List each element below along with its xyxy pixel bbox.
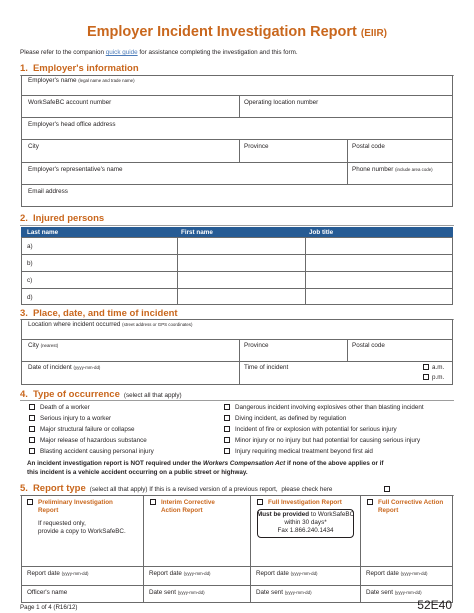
preliminary-note: If requested only, xyxy=(38,520,86,527)
incident-postal-label: Postal code xyxy=(352,342,385,349)
full-notice-line-2: within 30 days* xyxy=(284,519,327,526)
section-4-number: 4. xyxy=(20,389,28,400)
section-5-note-bold: please check here xyxy=(281,486,333,493)
section-5-number: 5. xyxy=(20,483,28,494)
incident-location-hint: (street address or GPS coordinates) xyxy=(122,322,193,327)
divider xyxy=(21,566,453,567)
incident-province-field[interactable] xyxy=(244,342,269,349)
incident-date-label: Date of incident xyxy=(28,364,72,371)
intro-text xyxy=(20,49,298,56)
divider xyxy=(21,117,453,118)
column-last-name: Last name xyxy=(27,228,59,236)
incident-postal-field[interactable] xyxy=(352,342,385,349)
row-label-a: a) xyxy=(27,243,33,250)
full-notice-part: to WorkSafeBC xyxy=(310,511,355,518)
occurrence-note-line-2: this incident is a vehicle accident occurring on a public street or highway. xyxy=(27,469,248,476)
date-sent-label: Date sent xyxy=(256,589,283,596)
date-hint: (yyyy-mm-dd) xyxy=(61,571,89,576)
incident-time-label: Time of incident xyxy=(244,364,289,371)
full-notice-line-1 xyxy=(257,511,354,518)
page-footer xyxy=(20,604,77,611)
date-hint: (yyyy-mm-dd) xyxy=(177,590,205,595)
date-sent-label: Date sent xyxy=(149,589,176,596)
head-office-label: Employer's head office address xyxy=(28,121,116,128)
checkbox-blasting-accident[interactable] xyxy=(29,448,35,454)
checkbox-serious-injury[interactable] xyxy=(29,415,35,421)
full-corrective-checkbox[interactable] xyxy=(367,499,373,505)
section-5-title: Report type xyxy=(32,483,86,494)
report-date-field-3[interactable] xyxy=(256,570,318,577)
operating-location-label: Operating location number xyxy=(244,99,319,106)
note-act: Workers Compensation Act xyxy=(202,460,286,467)
phone-number-field[interactable] xyxy=(352,166,433,173)
interim-report-title-2: Action Report xyxy=(161,507,203,514)
occurrence-label: Major structural failure or collapse xyxy=(40,426,135,433)
employer-name-hint: (legal name and trade name) xyxy=(78,78,135,83)
table-row[interactable] xyxy=(27,260,33,267)
full-notice-bold: Must be provided xyxy=(257,511,310,518)
divider xyxy=(21,361,453,362)
column-first-name: First name xyxy=(181,228,213,236)
pm-label: p.m. xyxy=(432,374,445,381)
date-sent-field-3[interactable] xyxy=(366,589,422,596)
employer-province-label: Province xyxy=(244,143,269,150)
date-sent-field-1[interactable] xyxy=(149,589,205,596)
section-4-rule xyxy=(20,400,454,401)
intro-before: Please refer to the companion xyxy=(20,49,105,56)
date-sent-label: Date sent xyxy=(366,589,393,596)
full-investigation-title: Full Investigation Report xyxy=(268,499,342,506)
preliminary-report-checkbox[interactable] xyxy=(27,499,33,505)
occurrence-label: Diving incident, as defined by regulation xyxy=(235,415,347,422)
page-number: Page 1 of 4 xyxy=(20,604,52,611)
date-hint: (yyyy-mm-dd) xyxy=(284,590,312,595)
section-1-number: 1. xyxy=(20,63,28,74)
date-hint: (yyyy-mm-dd) xyxy=(183,571,211,576)
divider xyxy=(360,495,361,603)
divider xyxy=(239,339,240,385)
divider xyxy=(21,339,453,340)
revision-code: (R16/12) xyxy=(53,604,78,611)
quick-guide-link[interactable]: quick guide xyxy=(105,49,138,56)
form-title-text: Employer Incident Investigation Report xyxy=(86,24,357,40)
employer-postal-field[interactable] xyxy=(352,143,385,150)
revised-report-checkbox[interactable] xyxy=(384,486,390,492)
intro-after: for assistance completing the investigation and this form. xyxy=(139,49,298,56)
head-office-field[interactable] xyxy=(28,121,116,128)
note-part-a: An incident investigation report is NOT required under the xyxy=(27,460,202,467)
report-date-label: Report date xyxy=(27,570,60,577)
interim-report-checkbox[interactable] xyxy=(150,499,156,505)
divider xyxy=(21,288,453,289)
divider xyxy=(21,271,453,272)
row-label-b: b) xyxy=(27,260,33,267)
report-date-label: Report date xyxy=(149,570,182,577)
note-part-b: if none of the above applies or if xyxy=(286,460,384,467)
operating-location-field[interactable] xyxy=(244,99,318,106)
divider xyxy=(21,585,453,586)
table-row[interactable] xyxy=(27,277,32,284)
section-5-note: (select all that apply) If this is a revised version of a previous report, xyxy=(89,486,278,493)
occurrence-label: Incident of fire or explosion with potential for serious injury xyxy=(235,426,397,433)
date-hint: (yyyy-mm-dd) xyxy=(394,590,422,595)
checkbox-dangerous-explosives[interactable] xyxy=(224,404,230,410)
email-address-label: Email address xyxy=(28,188,68,195)
report-date-field-1[interactable] xyxy=(27,570,89,577)
date-hint: (yyyy-mm-dd) xyxy=(290,571,318,576)
section-5-heading xyxy=(20,483,332,494)
divider xyxy=(250,495,251,603)
divider xyxy=(21,184,453,185)
form-title-suffix: (EIIR) xyxy=(360,28,388,39)
incident-date-hint: (yyyy-mm-dd) xyxy=(73,365,101,370)
form-title xyxy=(0,24,474,40)
divider xyxy=(347,162,348,184)
incident-location-label: Location where incident occurred xyxy=(28,321,121,328)
account-number-field[interactable] xyxy=(28,99,111,106)
pm-checkbox[interactable] xyxy=(423,374,429,380)
incident-location-field[interactable] xyxy=(28,321,192,328)
representative-name-label: Employer's representative's name xyxy=(28,166,123,173)
employer-postal-label: Postal code xyxy=(352,143,385,150)
checkbox-fire-explosion[interactable] xyxy=(224,426,230,432)
place-info-box xyxy=(21,319,453,385)
divider xyxy=(347,139,348,162)
divider xyxy=(143,495,144,603)
section-2-rule xyxy=(20,225,454,226)
incident-city-hint: (nearest) xyxy=(40,343,59,348)
officer-name-label: Officer's name xyxy=(27,589,68,596)
section-2-title: Injured persons xyxy=(32,213,105,224)
column-job-title: Job title xyxy=(309,228,334,236)
report-date-label: Report date xyxy=(256,570,289,577)
occurrence-label: Dangerous incident involving explosives other than blasting incident xyxy=(235,404,424,411)
occurrence-label: Blasting accident causing personal injury xyxy=(40,448,154,455)
section-2-number: 2. xyxy=(20,213,28,224)
occurrence-label: Serious injury to a worker xyxy=(40,415,112,422)
divider xyxy=(21,139,453,140)
divider xyxy=(305,237,306,305)
occurrence-label: Injury requiring medical treatment beyond first aid xyxy=(235,448,373,455)
employer-province-field[interactable] xyxy=(244,143,269,150)
divider xyxy=(239,95,240,117)
divider xyxy=(239,139,240,162)
report-date-label: Report date xyxy=(366,570,399,577)
report-date-field-2[interactable] xyxy=(149,570,211,577)
checkbox-death-of-worker[interactable] xyxy=(29,404,35,410)
preliminary-report-title: Preliminary Investigation xyxy=(38,499,113,506)
phone-number-hint: (include area code) xyxy=(395,167,433,172)
checkbox-hazardous-release[interactable] xyxy=(29,437,35,443)
employer-name-field[interactable] xyxy=(28,77,135,84)
checkbox-structural-failure[interactable] xyxy=(29,426,35,432)
email-address-field[interactable] xyxy=(28,188,68,195)
section-4-heading xyxy=(20,389,182,400)
row-label-d: d) xyxy=(27,294,33,301)
full-notice-fax: Fax 1.866.240.1434 xyxy=(277,527,334,534)
row-label-c: c) xyxy=(27,277,33,284)
occurrence-label: Minor injury or no injury but had potential for causing serious injury xyxy=(235,437,421,444)
full-corrective-title: Full Corrective Action xyxy=(378,499,444,506)
divider xyxy=(21,254,453,255)
incident-time-field[interactable] xyxy=(244,364,288,371)
employer-name-label: Employer's name xyxy=(28,77,77,84)
section-3-title: Place, date, and time of incident xyxy=(32,308,178,319)
injured-table-header xyxy=(21,227,453,237)
incident-date-field[interactable] xyxy=(28,364,100,371)
table-row[interactable] xyxy=(27,294,33,301)
checkbox-medical-treatment[interactable] xyxy=(224,448,230,454)
checkbox-minor-injury[interactable] xyxy=(224,437,230,443)
divider xyxy=(21,95,453,96)
am-label: a.m. xyxy=(432,364,445,371)
preliminary-note-2: provide a copy to WorkSafeBC. xyxy=(38,528,126,535)
divider xyxy=(21,162,453,163)
representative-name-field[interactable] xyxy=(28,166,122,173)
employer-city-field[interactable] xyxy=(28,143,39,150)
section-4-title: Type of occurrence xyxy=(32,389,120,400)
officer-name-field[interactable] xyxy=(27,589,67,596)
divider xyxy=(177,237,178,305)
incident-city-field[interactable] xyxy=(28,342,58,349)
date-hint: (yyyy-mm-dd) xyxy=(400,571,428,576)
employer-city-label: City xyxy=(28,143,39,150)
table-row[interactable] xyxy=(27,243,33,250)
full-investigation-checkbox[interactable] xyxy=(257,499,263,505)
full-corrective-title-2: Report xyxy=(378,507,399,514)
section-3-number: 3. xyxy=(20,308,28,319)
interim-report-title: Interim Corrective xyxy=(161,499,215,506)
occurrence-label: Major release of hazardous substance xyxy=(40,437,147,444)
checkbox-diving-incident[interactable] xyxy=(224,415,230,421)
section-1-title: Employer's information xyxy=(32,63,139,74)
section-4-note: (select all that apply) xyxy=(123,392,182,399)
am-checkbox[interactable] xyxy=(423,364,429,370)
preliminary-report-title-2: Report xyxy=(38,507,59,514)
incident-province-label: Province xyxy=(244,342,269,349)
date-sent-field-2[interactable] xyxy=(256,589,312,596)
section-2-heading xyxy=(20,213,104,224)
section-3-heading xyxy=(20,308,178,319)
incident-city-label: City xyxy=(28,342,39,349)
phone-number-label: Phone number xyxy=(352,166,394,173)
form-code: 52E40 xyxy=(417,598,452,612)
occurrence-label: Death of a worker xyxy=(40,404,90,411)
divider xyxy=(347,339,348,361)
occurrence-note xyxy=(27,460,384,467)
section-1-heading xyxy=(20,63,139,74)
report-date-field-4[interactable] xyxy=(366,570,428,577)
account-number-label: WorkSafeBC account number xyxy=(28,99,112,106)
